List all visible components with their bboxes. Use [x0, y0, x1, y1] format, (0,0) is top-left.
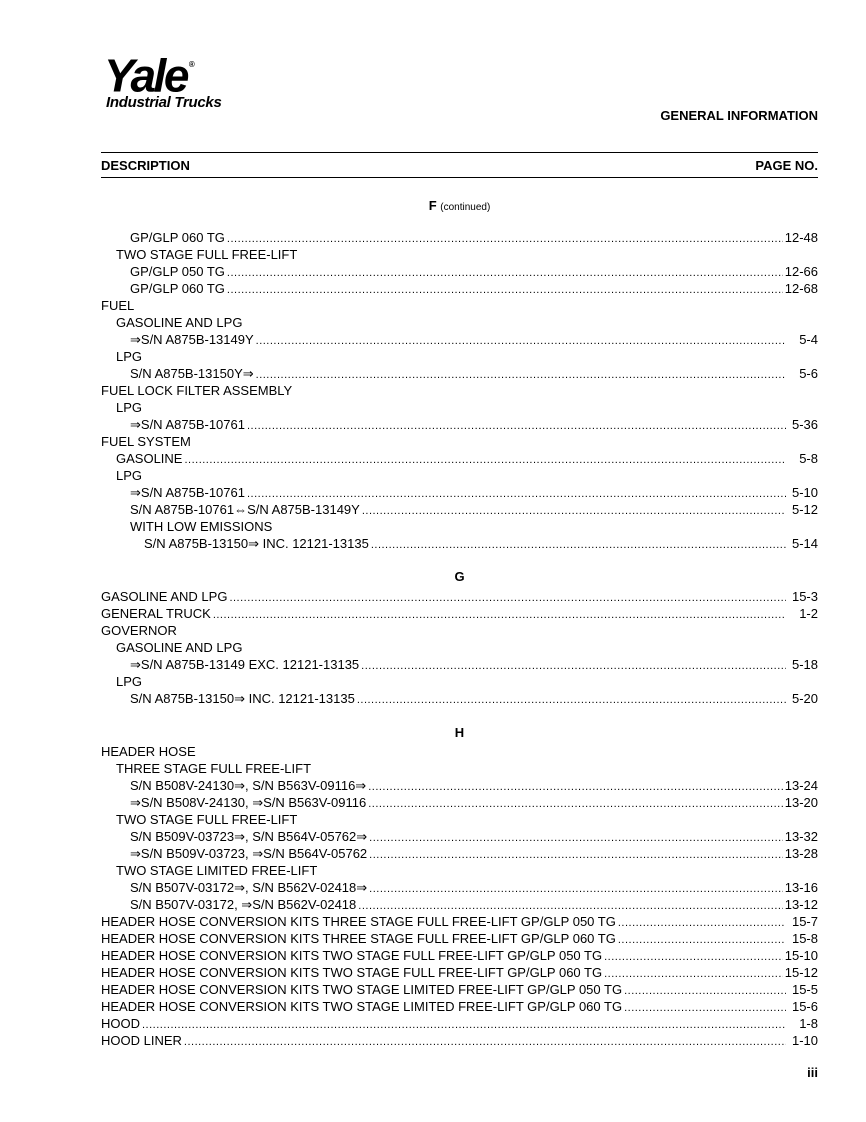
index-entry	[101, 467, 818, 484]
index-entry-text: S/N B509V-03723⇒, S/N B564V-05762⇒	[130, 829, 368, 844]
index-entry-page: 15-6	[791, 999, 818, 1014]
index-entry-text: TWO STAGE FULL FREE-LIFT	[116, 812, 298, 827]
index-entry-page: 15-8	[791, 931, 818, 946]
index-entry-page: 13-12	[784, 897, 818, 912]
leader-dots	[227, 282, 783, 299]
index-entry-page: 15-7	[791, 914, 818, 929]
leader-dots	[227, 231, 783, 248]
index-entry	[101, 760, 818, 777]
group-letter-f: F (continued)	[428, 198, 491, 213]
index-entry-text: S/N B507V-03172⇒, S/N B562V-02418⇒	[130, 880, 368, 895]
index-entry	[101, 930, 818, 947]
index-entry-text: S/N B508V-24130⇒, S/N B563V-09116⇒	[130, 778, 367, 793]
index-entry	[101, 639, 818, 656]
index-entry-text: ⇒S/N A875B-10761	[130, 417, 245, 432]
index-entry	[101, 365, 818, 382]
index-entry-page: 5-12	[791, 502, 818, 517]
index-entry	[101, 1032, 818, 1049]
index-entry-text: ⇒S/N A875B-13149Y	[130, 332, 254, 347]
leader-dots	[369, 881, 783, 898]
index-entry	[101, 399, 818, 416]
index-entry-text: S/N A875B-10761⇔S/N A875B-13149Y	[130, 502, 360, 517]
index-entry-page: 5-36	[791, 417, 818, 432]
index-entry-page: 5-6	[799, 366, 818, 381]
index-group-g	[101, 588, 818, 707]
index-entry	[101, 964, 818, 981]
index-entry-text: S/N B507V-03172, ⇒S/N B562V-02418	[130, 897, 357, 912]
index-entry	[101, 981, 818, 998]
leader-dots	[361, 658, 786, 675]
index-entry-page: 5-18	[791, 657, 818, 672]
index-entry-text: GASOLINE AND LPG	[116, 640, 243, 655]
index-entry-page: 5-20	[791, 691, 818, 706]
index-entry-page: 13-20	[784, 795, 818, 810]
index-entry	[101, 246, 818, 263]
registered-mark: ®	[188, 60, 195, 69]
leader-dots	[618, 932, 786, 949]
index-entry-page: 5-4	[799, 332, 818, 347]
leader-dots	[142, 1017, 786, 1034]
leader-dots	[368, 779, 783, 796]
leader-dots	[604, 966, 783, 983]
group-letter-g: G	[454, 569, 465, 584]
leader-dots	[368, 796, 783, 813]
index-entry-text: GENERAL TRUCK	[101, 606, 211, 621]
leader-dots	[184, 1034, 786, 1051]
index-entry-page: 12-48	[784, 230, 818, 245]
index-entry-text: HEADER HOSE CONVERSION KITS THREE STAGE FULL FREE-LIFT GP/GLP 060 TG	[101, 931, 616, 946]
leader-dots	[184, 452, 786, 469]
index-entry-text: LPG	[116, 468, 143, 483]
leader-dots	[618, 915, 786, 932]
index-entry	[101, 416, 818, 433]
page-number: iii	[807, 1065, 818, 1080]
index-entry	[101, 1015, 818, 1032]
leader-dots	[369, 830, 783, 847]
index-entry-page: 13-28	[784, 846, 818, 861]
leader-dots	[604, 949, 783, 966]
logo-subtitle: Industrial Trucks	[106, 94, 222, 112]
leader-dots	[229, 590, 786, 607]
index-entry	[101, 828, 818, 845]
index-entry	[101, 229, 818, 246]
index-entry	[101, 382, 818, 399]
index-entry	[101, 348, 818, 365]
leader-dots	[624, 1000, 786, 1017]
leader-dots	[213, 607, 786, 624]
index-entry-page: 15-5	[791, 982, 818, 997]
index-entry-text: FUEL	[101, 298, 135, 313]
index-entry-text: HEADER HOSE CONVERSION KITS THREE STAGE FULL FREE-LIFT GP/GLP 050 TG	[101, 914, 616, 929]
leader-dots	[371, 537, 786, 554]
index-entry	[101, 777, 818, 794]
logo-brand: Yale ®	[104, 49, 195, 102]
index-entry-page: 1-2	[799, 606, 818, 621]
index-entry-page: 12-66	[784, 264, 818, 279]
header-rule-bottom	[101, 177, 818, 178]
leader-dots	[256, 367, 786, 384]
index-entry	[101, 947, 818, 964]
group-letter-f-continued: (continued)	[440, 202, 491, 213]
index-entry-text: GASOLINE AND LPG	[101, 589, 228, 604]
index-entry	[101, 845, 818, 862]
index-entry-text: HOOD LINER	[101, 1033, 182, 1048]
index-entry-text: ⇒S/N A875B-13149 EXC. 12121-13135	[130, 657, 360, 672]
index-entry-text: HEADER HOSE CONVERSION KITS TWO STAGE LIMITED FREE-LIFT GP/GLP 050 TG	[101, 982, 623, 997]
index-entry-text: LPG	[116, 400, 143, 415]
index-entry-text: WITH LOW EMISSIONS	[130, 519, 273, 534]
index-entry	[101, 331, 818, 348]
index-entry-page: 1-8	[799, 1016, 818, 1031]
index-entry	[101, 879, 818, 896]
index-entry	[101, 297, 818, 314]
index-entry	[101, 794, 818, 811]
index-entry-text: HEADER HOSE CONVERSION KITS TWO STAGE FULL FREE-LIFT GP/GLP 060 TG	[101, 965, 603, 980]
index-entry-text: LPG	[116, 674, 143, 689]
index-entry-text: GASOLINE	[116, 451, 183, 466]
index-entry-text: HEADER HOSE	[101, 744, 196, 759]
index-entry	[101, 280, 818, 297]
index-entry-text: HEADER HOSE CONVERSION KITS TWO STAGE FULL FREE-LIFT GP/GLP 050 TG	[101, 948, 603, 963]
index-entry-text: GP/GLP 050 TG	[130, 264, 225, 279]
index-entry-page: 13-24	[784, 778, 818, 793]
index-entry-page: 5-10	[791, 485, 818, 500]
index-entry-text: HOOD	[101, 1016, 140, 1031]
leader-dots	[357, 692, 786, 709]
index-entry	[101, 896, 818, 913]
index-entry-text: HEADER HOSE CONVERSION KITS TWO STAGE LIMITED FREE-LIFT GP/GLP 060 TG	[101, 999, 623, 1014]
index-entry-page: 5-8	[799, 451, 818, 466]
index-entry-text: GP/GLP 060 TG	[130, 230, 225, 245]
index-entry-page: 12-68	[784, 281, 818, 296]
index-entry	[101, 998, 818, 1015]
index-entry-text: S/N A875B-13150Y⇒	[130, 366, 254, 381]
index-entry	[101, 622, 818, 639]
index-entry-text: GOVERNOR	[101, 623, 177, 638]
column-headers	[101, 158, 818, 173]
index-entry-text: S/N A875B-13150⇒ INC. 12121-13135	[144, 536, 369, 551]
index-entry-text: TWO STAGE LIMITED FREE-LIFT	[116, 863, 318, 878]
index-entry-text: ⇒S/N B509V-03723, ⇒S/N B564V-05762	[130, 846, 368, 861]
index-group-h	[101, 743, 818, 1049]
index-entry	[101, 314, 818, 331]
index-entry-page: 15-3	[791, 589, 818, 604]
index-entry	[101, 656, 818, 673]
index-entry-text: ⇒S/N B508V-24130, ⇒S/N B563V-09116	[130, 795, 367, 810]
leader-dots	[624, 983, 786, 1000]
index-entry	[101, 913, 818, 930]
index-entry-page: 15-12	[784, 965, 818, 980]
yale-logo	[104, 50, 222, 111]
header-rule-top	[101, 152, 818, 153]
index-entry-text: S/N A875B-13150⇒ INC. 12121-13135	[130, 691, 355, 706]
index-entry	[101, 433, 818, 450]
index-entry	[101, 588, 818, 605]
index-entry	[101, 862, 818, 879]
index-group-f	[101, 229, 818, 552]
index-entry	[101, 263, 818, 280]
index-entry-text: FUEL LOCK FILTER ASSEMBLY	[101, 383, 293, 398]
index-entry-text: GP/GLP 060 TG	[130, 281, 225, 296]
index-entry-text: FUEL SYSTEM	[101, 434, 191, 449]
index-entry-page: 5-14	[791, 536, 818, 551]
index-entry-text: LPG	[116, 349, 143, 364]
index-entry-page: 15-10	[784, 948, 818, 963]
index-entry-text: GASOLINE AND LPG	[116, 315, 243, 330]
index-entry	[101, 535, 818, 552]
index-entry-text: TWO STAGE FULL FREE-LIFT	[116, 247, 298, 262]
leader-dots	[256, 333, 786, 350]
leader-dots	[227, 265, 783, 282]
index-entry	[101, 484, 818, 501]
index-entry	[101, 501, 818, 518]
section-title: GENERAL INFORMATION	[660, 108, 818, 123]
leader-dots	[369, 847, 783, 864]
group-letter-h: H	[454, 725, 465, 740]
index-entry-text: THREE STAGE FULL FREE-LIFT	[116, 761, 312, 776]
index-entry-page: 13-32	[784, 829, 818, 844]
index-entry	[101, 690, 818, 707]
leader-dots	[362, 503, 786, 520]
index-entry	[101, 518, 818, 535]
index-entry	[101, 450, 818, 467]
index-entry-page: 13-16	[784, 880, 818, 895]
index-entry-page: 1-10	[791, 1033, 818, 1048]
leader-dots	[247, 418, 786, 435]
index-entry	[101, 743, 818, 760]
index-entry	[101, 811, 818, 828]
page-column-header: PAGE NO.	[755, 158, 818, 173]
index-entry	[101, 673, 818, 690]
index-entry-text: ⇒S/N A875B-10761	[130, 485, 245, 500]
description-column-header: DESCRIPTION	[101, 158, 190, 173]
index-entry	[101, 605, 818, 622]
